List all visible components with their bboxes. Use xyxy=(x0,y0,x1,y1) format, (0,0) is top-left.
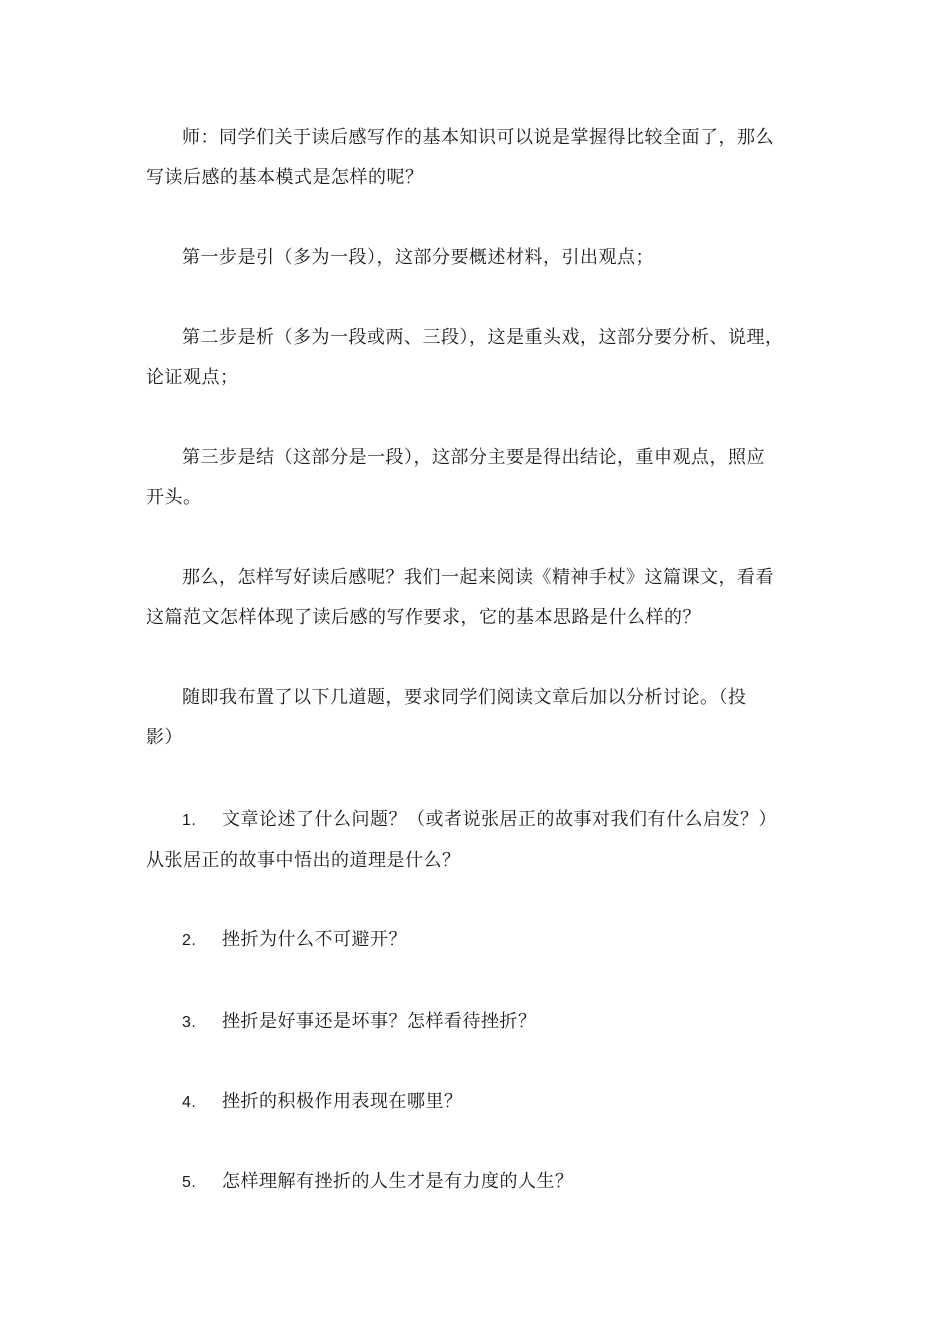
paragraph-line: 写读后感的基本模式是怎样的呢？ xyxy=(146,167,424,188)
question-item-5 xyxy=(182,1162,574,1203)
question-number: 4. xyxy=(182,1094,197,1111)
question-text: 文章论述了什么问题？（或者说张居正的故事对我们有什么启发？） xyxy=(222,809,777,830)
question-text: 怎样理解有挫折的人生才是有力度的人生？ xyxy=(222,1171,574,1192)
paragraph-line: 开头。 xyxy=(146,487,202,508)
paragraph-line: 随即我布置了以下几道题，要求同学们阅读文章后加以分析讨论。（投 xyxy=(182,687,747,708)
question-line: 从张居正的故事中悟出的道理是什么？ xyxy=(146,850,461,871)
question-item-1 xyxy=(146,800,810,881)
question-item-4 xyxy=(182,1082,463,1123)
paragraph-line: 第二步是析（多为一段或两、三段），这是重头戏，这部分要分析、说理， xyxy=(182,327,784,348)
question-line xyxy=(146,800,810,841)
paragraph-line: 这篇范文怎样体现了读后感的写作要求，它的基本思路是什么样的？ xyxy=(146,607,701,628)
paragraph-step-one xyxy=(146,238,810,278)
paragraph-line: 第三步是结（这部分是一段），这部分主要是得出结论，重申观点，照应 xyxy=(182,447,765,468)
paragraph-step-two xyxy=(146,318,810,398)
question-text: 挫折是好事还是坏事？怎样看待挫折？ xyxy=(222,1011,537,1032)
question-number: 5. xyxy=(182,1174,197,1191)
question-text: 挫折的积极作用表现在哪里？ xyxy=(222,1091,463,1112)
question-item-3 xyxy=(182,1002,537,1043)
question-number: 2. xyxy=(182,932,197,949)
paragraph-how-to-write xyxy=(146,558,810,638)
paragraph-line: 影） xyxy=(146,727,183,748)
question-text: 挫折为什么不可避开？ xyxy=(222,929,407,950)
paragraph-line: 那么，怎样写好读后感呢？我们一起来阅读《精神手杖》这篇课文，看看 xyxy=(182,567,774,588)
paragraph-line: 论证观点； xyxy=(146,367,239,388)
paragraph-assignment xyxy=(146,678,810,758)
paragraph-line: 师：同学们关于读后感写作的基本知识可以说是掌握得比较全面了，那么 xyxy=(182,127,774,148)
paragraph-step-three xyxy=(146,438,810,518)
paragraph-teacher-question xyxy=(146,118,810,198)
question-number: 3. xyxy=(182,1014,197,1031)
paragraph-line: 第一步是引（多为一段），这部分要概述材料，引出观点； xyxy=(182,247,654,268)
question-item-2 xyxy=(182,920,407,961)
question-number: 1. xyxy=(182,812,197,829)
